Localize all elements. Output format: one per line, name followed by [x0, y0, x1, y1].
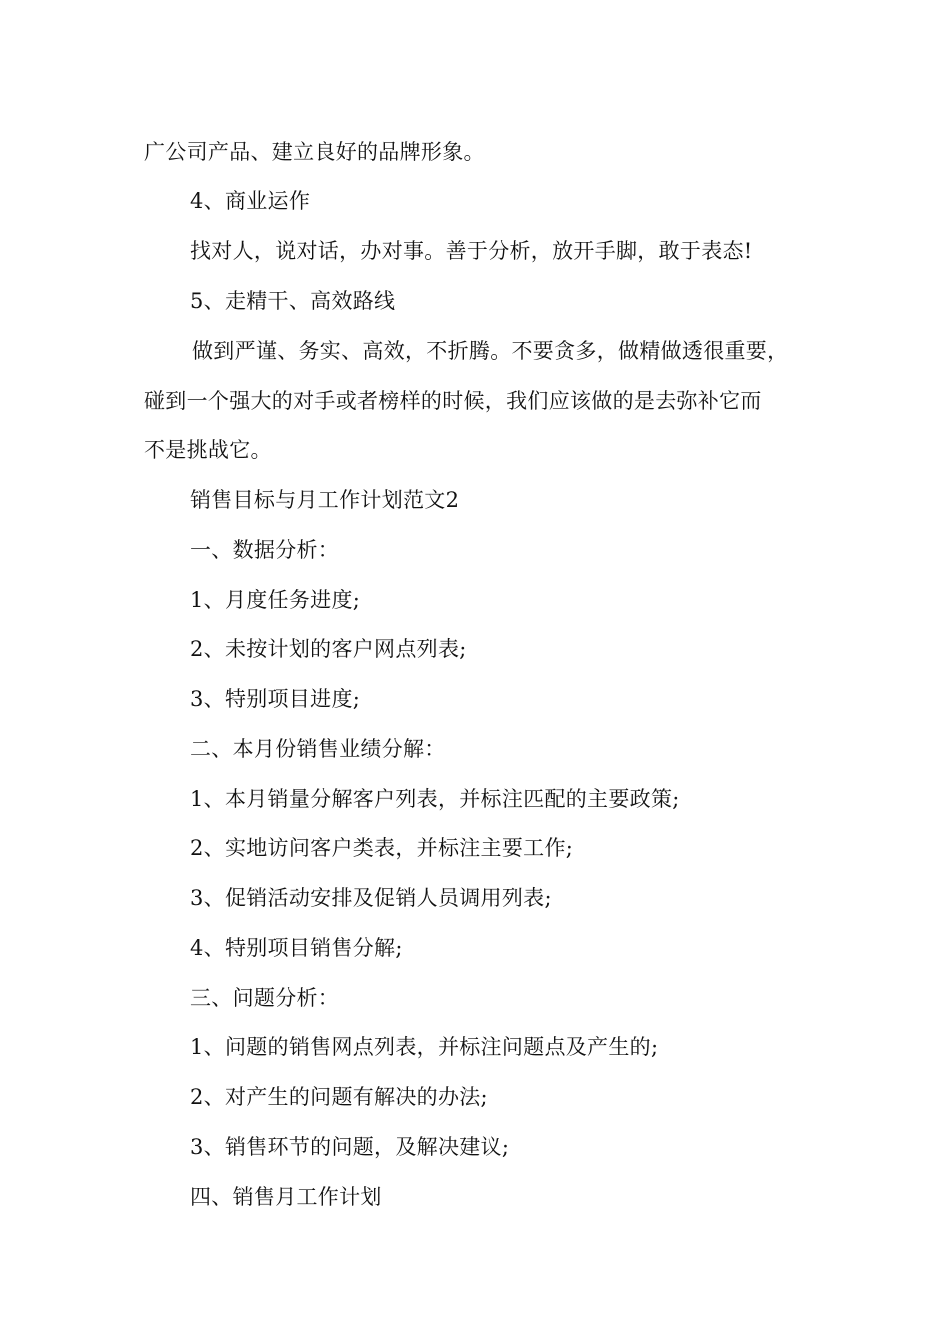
list-item: 3、促销活动安排及促销人员调用列表;: [190, 886, 552, 910]
list-item: 3、特别项目进度;: [190, 687, 361, 711]
section-heading: 4、商业运作: [190, 189, 311, 213]
section-heading: 一、数据分析：: [190, 538, 340, 562]
list-item: 1、月度任务进度;: [190, 588, 361, 612]
paragraph-line: 做到严谨、务实、高效，不折腾。不要贪多，做精做透很重要，: [192, 339, 789, 363]
section-heading: 四、销售月工作计划: [190, 1185, 382, 1209]
paragraph-line: 不是挑战它。: [144, 438, 272, 462]
section-heading: 二、本月份销售业绩分解：: [190, 737, 446, 761]
list-item: 2、对产生的问题有解决的办法;: [190, 1085, 488, 1109]
list-item: 4、特别项目销售分解;: [190, 936, 403, 960]
section-heading: 三、问题分析：: [190, 986, 340, 1010]
paragraph-line: 广公司产品、建立良好的品牌形象。: [144, 140, 485, 164]
section-heading: 5、走精干、高效路线: [190, 289, 396, 313]
list-item: 1、本月销量分解客户列表，并标注匹配的主要政策;: [190, 787, 680, 811]
list-item: 3、销售环节的问题，及解决建议;: [190, 1135, 510, 1159]
list-item: 2、未按计划的客户网点列表;: [190, 637, 467, 661]
document-title: 销售目标与月工作计划范文2: [190, 488, 460, 512]
paragraph-line: 找对人，说对话，办对事。善于分析，放开手脚，敢于表态!: [190, 239, 753, 263]
list-item: 2、实地访问客户类表，并标注主要工作;: [190, 836, 574, 860]
list-item: 1、问题的销售网点列表，并标注问题点及产生的;: [190, 1035, 659, 1059]
paragraph-line: 碰到一个强大的对手或者榜样的时候，我们应该做的是去弥补它而: [144, 389, 762, 413]
